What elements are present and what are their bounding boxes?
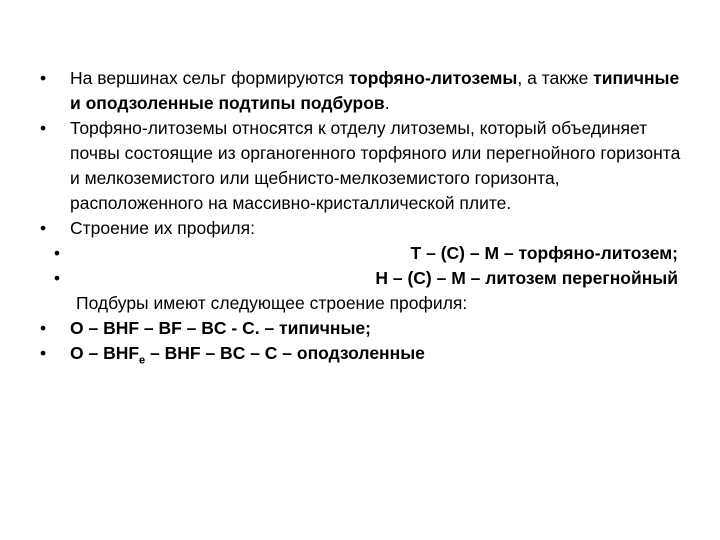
- list-item: [40, 341, 690, 366]
- list-item: [40, 316, 690, 341]
- term-podburs: типичные и оподзоленные подтипы подбуров: [70, 68, 680, 113]
- item-text: На вершинах сельг формируются: [70, 68, 349, 88]
- profile-formula: О – BHF: [70, 343, 140, 363]
- list-item: [40, 66, 690, 116]
- list-item: [40, 266, 690, 291]
- subscript: e: [139, 354, 146, 367]
- profile-formula: Н – (С) – М – литозем перегнойный: [375, 268, 678, 288]
- profile-formula: О – BHF – BF – BC ‑ C. – типичные;: [70, 318, 371, 338]
- list-item: [40, 216, 690, 241]
- bullet-list: [40, 66, 690, 366]
- item-text: Подбуры имеют следующее строение профиля:: [76, 293, 468, 313]
- profile-formula: – BHF – BC – C – оподзоленные: [145, 343, 425, 363]
- profile-formula: Т – (С) – М – торфяно-литозем;: [410, 243, 678, 263]
- bullet-icon: •: [40, 118, 47, 138]
- bullet-icon: •: [40, 343, 47, 363]
- list-item: [40, 291, 690, 316]
- list-item: [40, 116, 690, 216]
- item-text: , а также: [517, 68, 594, 88]
- bullet-icon: •: [53, 268, 60, 288]
- bullet-icon: •: [53, 243, 60, 263]
- bullet-icon: •: [40, 318, 47, 338]
- item-text: .: [384, 93, 390, 113]
- item-text: Строение их профиля:: [70, 218, 255, 238]
- list-item: [40, 241, 690, 266]
- bullet-icon: •: [40, 68, 47, 88]
- bullet-icon: •: [40, 218, 47, 238]
- term-peat-lithozems: торфяно-литоземы: [348, 68, 518, 88]
- item-text: Торфяно-литоземы относятся к отделу литоземы, который объединяет почвы состоящие из органогенного торфяного или перегнойного горизонта и мелкоземистого или щебнисто-мелкоземистого горизонта, расположенного на массивно-кристаллической плите.: [70, 118, 681, 213]
